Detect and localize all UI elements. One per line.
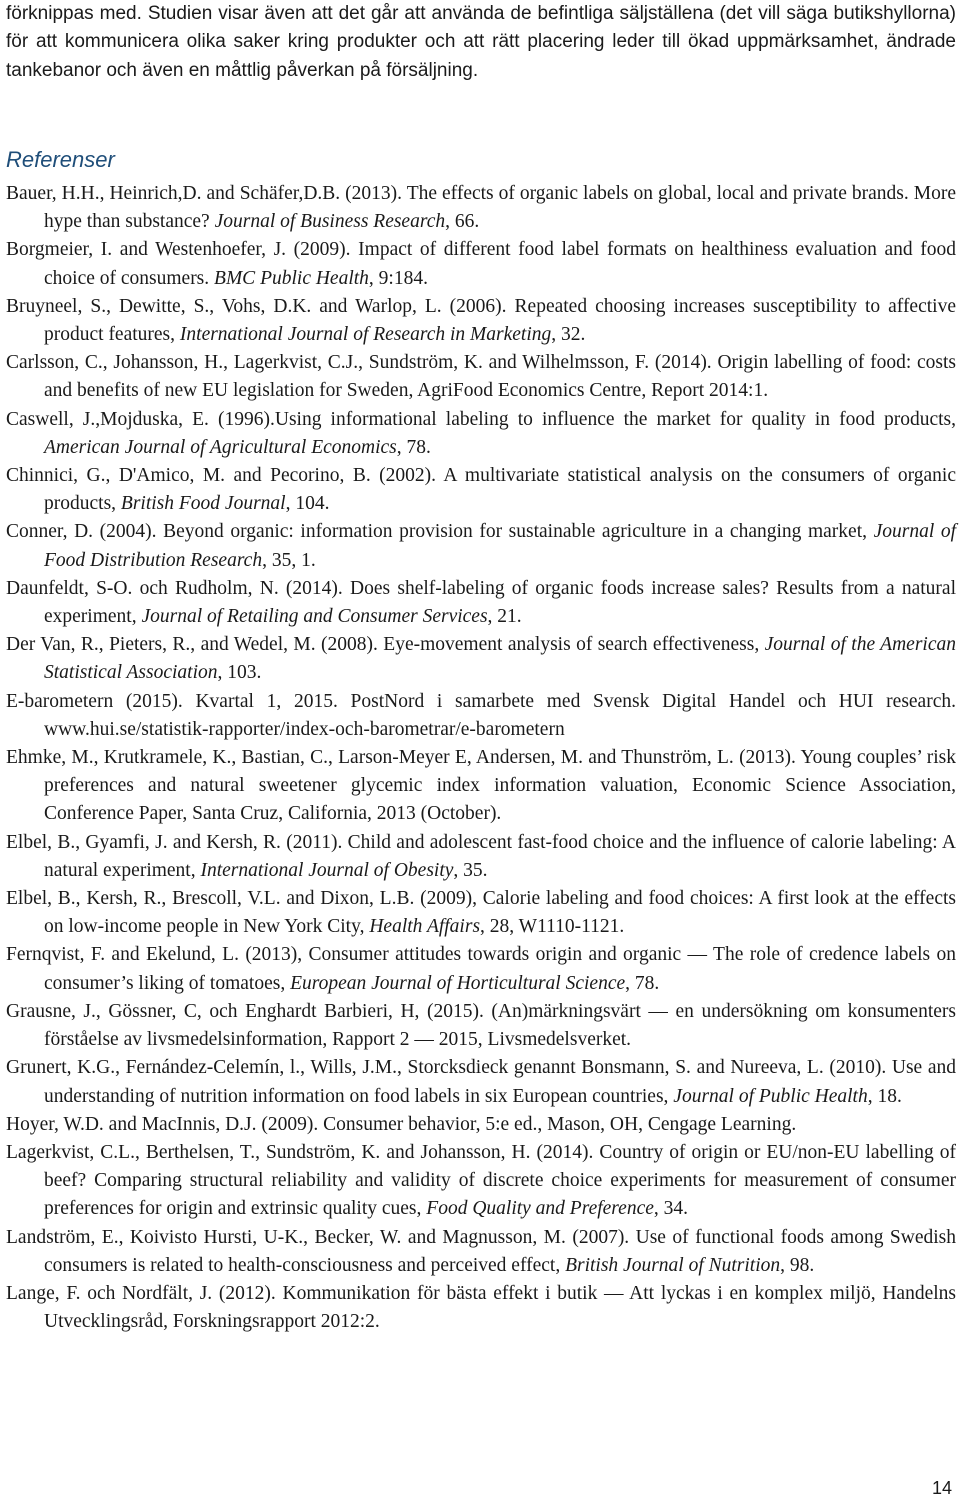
reference-source: Journal of the American Statistical Association: [44, 634, 956, 684]
page-number: 14: [931, 1478, 952, 1498]
reference-text: Bruyneel, S., Dewitte, S., Vohs, D.K. and Warlop, L. (2006). Repeated choosing increases susceptibility to affective product features,: [6, 295, 956, 346]
reference-entry: [6, 1139, 956, 1224]
reference-details: , 98.: [780, 1254, 815, 1276]
reference-text: Conner, D. (2004). Beyond organic: information provision for sustainable agriculture in a changing market,: [6, 521, 874, 543]
reference-source: Journal of Food Distribution Research: [44, 521, 956, 571]
reference-entry: [6, 941, 956, 997]
reference-details: , 9:184.: [368, 267, 428, 289]
reference-details: , 104.: [285, 493, 330, 515]
reference-details: , 34.: [653, 1198, 689, 1220]
reference-text: Chinnici, G., D'Amico, M. and Pecorino, B. (2002). A multivariate statistical analysis on the consumers of organic products,: [6, 465, 956, 515]
reference-list: [6, 180, 956, 1336]
reference-source: International Journal of Research in Marketing: [179, 324, 552, 346]
reference-text: Ehmke, M., Krutkramele, K., Bastian, C., Larson-Meyer E, Andersen, M. and Thunström, L. (2013). Young couples’ risk preferences and natural sweetener glycemic index information valuation, Economic Science Association, Conference Paper, Santa Cruz, California, 2013 (October).: [6, 747, 956, 825]
reference-text: Borgmeier, I. and Westenhoefer, J. (2009). Impact of different food label formats on healthiness evaluation and food choice of consumers.: [6, 239, 956, 289]
reference-text: Bauer, H.H., Heinrich,D. and Schäfer,D.B. (2013). The effects of organic labels on global, local and private brands. More hype than substance?: [6, 183, 956, 233]
reference-entry: [6, 998, 956, 1054]
reference-details: , 18.: [867, 1085, 902, 1107]
reference-source: International Journal of Obesity: [200, 859, 454, 881]
reference-entry: [6, 1280, 956, 1336]
reference-source: American Journal of Agricultural Economics: [44, 436, 397, 458]
reference-details: , 78.: [625, 972, 660, 994]
reference-source: British Journal of Nutrition: [565, 1254, 781, 1276]
reference-entry: [6, 575, 956, 631]
reference-entry: [6, 406, 956, 462]
reference-details: , 32.: [551, 324, 586, 346]
reference-entry: [6, 1054, 956, 1110]
reference-entry: [6, 462, 956, 518]
reference-text: Hoyer, W.D. and MacInnis, D.J. (2009). Consumer behavior, 5:e ed., Mason, OH, Cengage Learning.: [6, 1113, 797, 1135]
reference-entry: [6, 1111, 956, 1139]
reference-details: , 21.: [487, 606, 522, 628]
reference-entry: [6, 180, 956, 236]
reference-source: British Food Journal: [120, 493, 286, 515]
reference-text: Caswell, J.,Mojduska, E. (1996).Using informational labeling to influence the market for quality in food products,: [6, 408, 956, 430]
reference-entry: [6, 688, 956, 744]
reference-entry: [6, 885, 956, 941]
intro-paragraph: förknippas med. Studien visar även att det går att använda de befintliga säljställena (det vill säga butikshyllorna) för att kommunicera olika saker kring produkter och att rätt placering leder till ökad uppmärksamhet, ändrade tankebanor och även en måttlig påverkan på försäljning.: [6, 3, 956, 81]
reference-text: Elbel, B., Kersh, R., Brescoll, V.L. and Dixon, L.B. (2009), Calorie labeling and food choices: A first look at the effects on low-income people in New York City,: [6, 888, 956, 938]
reference-details: , 35.: [453, 859, 488, 881]
reference-text: Daunfeldt, S-O. och Rudholm, N. (2014). Does shelf-labeling of organic foods increase sales? Results from a natural experiment,: [6, 577, 956, 628]
reference-source: European Journal of Horticultural Science: [290, 972, 626, 994]
reference-text: Landström, E., Koivisto Hursti, U-K., Becker, W. and Magnusson, M. (2007). Use of functional foods among Swedish consumers is related to health-consciousness and perceived effect,: [6, 1226, 956, 1276]
reference-entry: [6, 293, 956, 349]
reference-entry: [6, 236, 956, 292]
reference-entry: [6, 631, 956, 687]
references-heading: Referenser: [6, 147, 115, 172]
reference-source: Food Quality and Preference: [426, 1198, 654, 1220]
reference-details: , 78.: [396, 436, 431, 458]
reference-source: Journal of Public Health: [673, 1085, 868, 1107]
reference-source: Journal of Business Research: [214, 211, 446, 233]
reference-entry: [6, 349, 956, 405]
reference-text: Lagerkvist, C.L., Berthelsen, T., Sundström, K. and Johansson, H. (2014). Country of origin or EU/non-EU labelling of beef? Comparing structural reliability and validity of discrete choice experiments for measurement of consumer preferences for origin and extrinsic quality cues,: [6, 1141, 956, 1220]
reference-source: BMC Public Health: [214, 267, 369, 289]
reference-text: Carlsson, C., Johansson, H., Lagerkvist, C.J., Sundström, K. and Wilhelmsson, F. (2014). Origin labelling of food: costs and benefits of new EU legislation for Sweden, AgriFood Economics Centre, Report 2014:1.: [6, 352, 956, 402]
reference-text: Grunert, K.G., Fernández-Celemín, l., Wills, J.M., Storcksdieck genannt Bonsmann, S. and Nureeva, L. (2010). Use and understanding of nutrition information on food labels in six European countries,: [6, 1057, 956, 1107]
reference-entry: [6, 518, 956, 574]
reference-entry: [6, 744, 956, 829]
reference-text: Der Van, R., Pieters, R., and Wedel, M. (2008). Eye-movement analysis of search effectiveness,: [6, 634, 765, 656]
reference-text: Lange, F. och Nordfält, J. (2012). Kommunikation för bästa effekt i butik — Att lyckas i en komplex miljö, Handelns Utvecklingsråd, Forskningsrapport 2012:2.: [6, 1282, 956, 1333]
reference-entry: [6, 1224, 956, 1280]
reference-details: , 66.: [445, 211, 480, 233]
reference-text: Fernqvist, F. and Ekelund, L. (2013), Consumer attitudes towards origin and organic — The role of credence labels on consumer’s liking of tomatoes,: [6, 944, 956, 994]
reference-entry: [6, 829, 956, 885]
reference-details: , 103.: [217, 662, 262, 684]
reference-text: Elbel, B., Gyamfi, J. and Kersh, R. (2011). Child and adolescent fast-food choice and the influence of calorie labeling: A natural experiment,: [6, 831, 956, 881]
reference-text: E-barometern (2015). Kvartal 1, 2015. PostNord i samarbete med Svensk Digital Handel och HUI research. www.hui.se/statistik-rapporter/index-och-barometrar/e-barometern: [6, 690, 956, 740]
reference-details: , 35, 1.: [262, 549, 316, 571]
reference-details: , 28, W1110-1121.: [480, 916, 625, 938]
reference-text: Grausne, J., Gössner, C, och Enghardt Barbieri, H, (2015). (An)märkningsvärt — en undersökning om konsumenters förståelse av livsmedelsinformation, Rapport 2 — 2015, Livsmedelsverket.: [6, 1000, 956, 1051]
reference-source: Health Affairs: [369, 916, 481, 938]
reference-source: Journal of Retailing and Consumer Services: [141, 606, 488, 628]
